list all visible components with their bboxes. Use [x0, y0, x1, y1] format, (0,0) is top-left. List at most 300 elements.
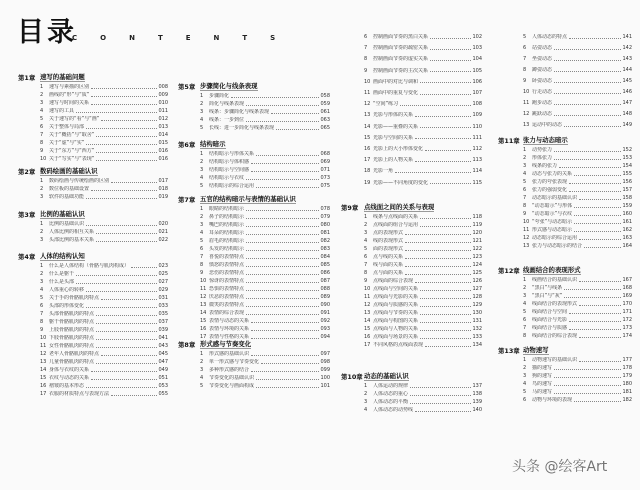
toc-item-page: 155 — [622, 171, 632, 177]
toc-item — [40, 382, 168, 389]
dot-leader — [246, 258, 319, 259]
toc-item-page: 068 — [320, 151, 330, 157]
dot-leader — [554, 385, 621, 386]
toc-item-title: 什么是躯干 — [49, 271, 75, 277]
chapter-title: 比例的基础认识 — [40, 210, 85, 218]
toc-item-title: 速写与素描的区别 — [49, 84, 90, 90]
toc-item-title: 头部骨骼肌肉的特点 — [49, 311, 95, 317]
toc-item-page: 061 — [320, 109, 330, 115]
toc-item-page: 153 — [622, 155, 632, 161]
toc-item-page: 168 — [622, 285, 632, 291]
toc-item-title: 多种形式感的结合 — [209, 367, 250, 373]
chapter-heading — [18, 210, 168, 219]
dot-leader — [91, 96, 157, 97]
chapter-heading — [341, 372, 482, 381]
toc-item-number: 9 — [523, 211, 527, 217]
dot-leader — [96, 241, 157, 242]
toc-item-page: 043 — [158, 343, 168, 349]
toc-item-number: 14 — [364, 123, 371, 130]
dot-leader — [554, 115, 621, 116]
toc-item — [200, 92, 330, 99]
toc-item-title: 表情与动态的关系 — [209, 318, 250, 324]
dot-leader — [564, 297, 621, 298]
dot-leader — [395, 172, 471, 173]
toc-item-title: “动态暗示”与形体 — [532, 203, 573, 209]
toc-item-title: 猫的速写 — [532, 365, 553, 371]
toc-item — [40, 228, 168, 235]
chapter-title: 线画结合的表现形式 — [523, 266, 581, 274]
dot-leader — [231, 97, 319, 98]
toc-item-page: 027 — [158, 279, 168, 285]
toc-item-page: 103 — [472, 45, 482, 52]
dot-leader — [405, 234, 471, 235]
toc-item-number: 6 — [523, 397, 527, 403]
chapter-label: 第6章 — [178, 141, 196, 149]
toc-item-page: 101 — [320, 383, 330, 389]
toc-item-page: 084 — [320, 254, 330, 260]
chapter-label: 第2章 — [18, 168, 36, 176]
toc-item-title: 点线面与空间的关系 — [373, 286, 419, 292]
toc-item-page: 058 — [320, 93, 330, 99]
toc-item-title: 老年人骨骼肌肉的特点 — [49, 351, 100, 357]
toc-item-title: 光影上的大小形体变化 — [373, 146, 424, 152]
toc-item — [200, 124, 330, 131]
toc-item — [364, 145, 482, 152]
dot-leader — [251, 322, 319, 323]
toc-item — [364, 333, 482, 340]
dot-leader — [415, 411, 471, 412]
toc-item-page: 090 — [320, 302, 330, 308]
toc-item-number: 12 — [364, 302, 371, 308]
toc-item — [40, 236, 168, 243]
toc-item — [364, 398, 482, 405]
toc-item-number: 11 — [40, 343, 47, 349]
dot-leader — [246, 314, 319, 315]
toc-item — [40, 107, 168, 114]
toc-item-number: 17 — [364, 342, 371, 348]
toc-item-number: 4 — [523, 301, 527, 307]
toc-item — [40, 294, 168, 301]
toc-item-number: 8 — [364, 56, 368, 63]
toc-item-title: 蹲姿动态 — [532, 67, 553, 73]
toc-item-number: 3 — [40, 237, 44, 243]
toc-item-number: 3 — [523, 163, 527, 169]
toc-item-title: 卧姿动态 — [532, 78, 553, 84]
toc-item — [364, 382, 482, 389]
dot-leader — [86, 198, 157, 199]
toc-item — [523, 388, 632, 395]
chapter-title: 数码绘画的基础认识 — [40, 167, 98, 175]
toc-item — [523, 356, 632, 363]
dot-leader — [76, 283, 157, 284]
toc-item-title: 什么是人体结构（骨骼与肌肉构成） — [49, 263, 130, 269]
dot-leader — [430, 38, 471, 39]
toc-item-title: 速写与时间的关系 — [49, 100, 90, 106]
toc-item-page: 131 — [472, 318, 482, 324]
dot-leader — [415, 138, 471, 139]
dot-leader — [420, 330, 471, 331]
toc-item — [40, 302, 168, 309]
toc-item-title: 节奏变化与画面构成 — [209, 383, 255, 389]
toc-item-title: 衣服的材质特点与表现方法 — [49, 391, 110, 397]
toc-item-number: 10 — [40, 156, 47, 162]
toc-item-title: 点线面与节奏的关系 — [373, 310, 419, 316]
dot-leader — [246, 298, 319, 299]
toc-item — [200, 317, 330, 324]
toc-item-number: 2 — [200, 101, 204, 107]
toc-item — [200, 150, 330, 157]
toc-item-page: 134 — [472, 342, 482, 348]
dot-leader — [246, 282, 319, 283]
toc-item — [364, 67, 482, 74]
toc-item — [364, 285, 482, 292]
chapter-heading — [498, 136, 632, 145]
toc-item-page: 035 — [158, 311, 168, 317]
toc-item — [523, 44, 632, 51]
toc-item-page: 115 — [472, 179, 482, 186]
toc-item-number: 15 — [364, 326, 371, 332]
toc-item-page: 112 — [472, 146, 482, 152]
toc-item-page: 099 — [320, 367, 330, 373]
toc-item-title: 表情与性格的关系 — [209, 334, 250, 340]
dot-leader — [96, 323, 157, 324]
toc-item — [40, 286, 168, 293]
toc-item-page: 097 — [320, 351, 330, 357]
toc-item — [200, 285, 330, 292]
toc-item-title: 光影与空间的关系 — [373, 134, 414, 141]
toc-item-title: 动态暗示的综合运用 — [532, 235, 578, 241]
chapter-heading — [178, 82, 330, 91]
toc-item-number: 8 — [523, 67, 527, 73]
dot-leader — [554, 49, 621, 50]
toc-item-title: 人体动态的特点 — [532, 34, 568, 40]
toc-item-number: 5 — [523, 309, 527, 315]
toc-item-number: 8 — [364, 270, 368, 276]
toc-item-page: 160 — [622, 211, 632, 217]
toc-item — [40, 334, 168, 341]
toc-item — [364, 309, 482, 316]
toc-item-number: 5 — [200, 383, 204, 389]
dot-leader — [246, 226, 319, 227]
toc-item-title: 女性骨骼肌肉的特点 — [49, 343, 95, 349]
toc-item-title: 行走动态 — [532, 89, 553, 95]
toc-item — [40, 99, 168, 106]
toc-item-number: 13 — [40, 359, 47, 365]
toc-item-title: 站姿动态 — [532, 45, 553, 51]
toc-item — [200, 182, 330, 189]
toc-item-page: 129 — [472, 302, 482, 308]
toc-item-page: 039 — [158, 327, 168, 333]
toc-item-number: 2 — [200, 214, 204, 220]
toc-item — [364, 341, 482, 348]
toc-item — [200, 213, 330, 220]
toc-item — [364, 301, 482, 308]
toc-item-title: 喜悦的表情特点 — [209, 254, 245, 260]
dot-leader — [579, 361, 621, 362]
toc-item-page: 108 — [472, 101, 482, 108]
toc-item-number: 6 — [364, 34, 368, 40]
toc-item-page: 109 — [472, 112, 482, 119]
toc-item-title: 动态与张力的关系 — [532, 171, 573, 177]
toc-item-title: 人体动态的重心 — [373, 391, 409, 397]
toc-item-number: 17 — [40, 391, 47, 397]
toc-item-page: 010 — [158, 100, 168, 106]
dot-leader — [101, 120, 157, 121]
dot-leader — [559, 167, 621, 168]
toc-item-number: 3 — [40, 100, 44, 106]
toc-item-number: 17 — [200, 334, 207, 340]
dot-leader — [425, 346, 471, 347]
toc-item-number: 10 — [523, 89, 530, 95]
dot-leader — [430, 183, 471, 184]
dot-leader — [251, 338, 319, 339]
chapter-title: 张力与动态暗示 — [523, 136, 568, 144]
toc-item — [40, 91, 168, 98]
toc-item-title: 光影——重叠的关系 — [373, 123, 419, 130]
toc-item-number: 4 — [364, 238, 368, 244]
toc-item-number: 2 — [40, 271, 44, 277]
chapter-title: 人体的结构认知 — [40, 252, 85, 260]
toc-item-page: 023 — [158, 263, 168, 269]
chapter-heading — [18, 252, 168, 261]
toc-item-page: 118 — [472, 214, 482, 220]
toc-item-title: 点线面与光影的关系 — [373, 294, 419, 300]
toc-item-title: 线条：步骤简化与线条表现 — [209, 109, 270, 115]
toc-item-number: 9 — [364, 278, 368, 284]
toc-item-title: 结构暗示与空间感 — [209, 167, 250, 173]
toc-item — [364, 390, 482, 397]
toc-item-number: 7 — [364, 262, 368, 268]
toc-item-page: 180 — [622, 381, 632, 387]
toc-item-number: 3 — [200, 222, 204, 228]
toc-item-number: 6 — [364, 254, 368, 260]
toc-item-number: 14 — [364, 318, 371, 324]
toc-item — [523, 210, 632, 217]
toc-item-number: 2 — [40, 186, 44, 192]
toc-item-title: 关于“虚”与“实” — [49, 140, 85, 146]
toc-item-title: 结构暗示与衣纹 — [209, 175, 245, 181]
toc-item-number: 2 — [40, 229, 44, 235]
toc-item-number: 9 — [200, 270, 204, 276]
toc-item-title: 关于“东方”与“西方” — [49, 148, 95, 154]
dot-leader — [569, 191, 621, 192]
toc-item-page: 014 — [158, 132, 168, 138]
dot-leader — [251, 163, 319, 164]
toc-item-page: 089 — [320, 294, 330, 300]
dot-leader — [579, 199, 621, 200]
toc-item-number: 7 — [40, 311, 44, 317]
toc-item-page: 008 — [158, 84, 168, 90]
toc-item — [523, 380, 632, 387]
dot-leader — [554, 369, 621, 370]
toc-item-number: 2 — [200, 159, 204, 165]
toc-item-page: 126 — [472, 278, 482, 284]
toc-item-page: 179 — [622, 373, 632, 379]
toc-item-title: 线面结合的综合表现 — [532, 333, 578, 339]
toc-item-title: 线画结合的基础认识 — [532, 277, 578, 283]
toc-item-page: 127 — [472, 286, 482, 292]
chapter-title: 形式感与节奏变化 — [200, 340, 252, 348]
toc-item-title: 数位板的基础设置 — [49, 186, 90, 192]
toc-item-number: 3 — [40, 279, 44, 285]
toc-item-page: 114 — [472, 168, 482, 175]
toc-item-page: 157 — [622, 187, 632, 193]
toc-item-page: 111 — [472, 134, 482, 141]
chapter-label: 第9章 — [341, 204, 359, 212]
toc-item-title: 结构暗示与体积感 — [209, 159, 250, 165]
toc-item-number: 5 — [523, 179, 527, 185]
toc-item — [40, 139, 168, 146]
toc-item-page: 080 — [320, 222, 330, 228]
chapter-heading — [498, 266, 632, 275]
dot-leader — [76, 112, 157, 113]
toc-item-page: 009 — [158, 92, 168, 98]
toc-item — [40, 193, 168, 200]
toc-item-number: 4 — [523, 381, 527, 387]
toc-item-title: 眼睛的结构暗示 — [209, 206, 245, 212]
toc-item-title: 悲伤的表情特点 — [209, 270, 245, 276]
toc-item — [40, 350, 168, 357]
toc-item-title: 动物速写的基础认识 — [532, 357, 578, 363]
toc-item — [364, 100, 482, 107]
toc-item-number: 13 — [200, 302, 207, 308]
toc-item-title: 关于速写的“看”与“画” — [49, 116, 100, 122]
dot-leader — [96, 233, 157, 234]
toc-item-title: 点与面的关系 — [373, 270, 404, 276]
toc-item-page: 178 — [622, 365, 632, 371]
toc-item-page: 130 — [472, 310, 482, 316]
toc-item — [523, 396, 632, 403]
toc-item — [523, 372, 632, 379]
toc-item-number: 12 — [200, 294, 207, 300]
toc-item — [364, 245, 482, 252]
dot-leader — [554, 71, 621, 72]
dot-leader — [420, 314, 471, 315]
toc-item-title: 线面结合的表现形式 — [532, 301, 578, 307]
toc-item-page: 163 — [622, 235, 632, 241]
toc-item — [200, 174, 330, 181]
toc-item-number: 16 — [364, 146, 371, 152]
dot-leader — [91, 379, 157, 380]
dot-leader — [420, 298, 471, 299]
toc-item — [364, 89, 482, 96]
dot-leader — [574, 401, 621, 402]
toc-item-title: 头部的形体变化 — [49, 303, 85, 309]
toc-item — [364, 229, 482, 236]
toc-item — [200, 100, 330, 107]
toc-item-page: 123 — [472, 254, 482, 260]
toc-item-page: 069 — [320, 159, 330, 165]
toc-item-title: 微笑的表情特点 — [209, 302, 245, 308]
dot-leader — [405, 266, 471, 267]
dot-leader — [86, 144, 157, 145]
toc-item-page: 145 — [622, 78, 632, 84]
dot-leader — [96, 331, 157, 332]
toc-item-page: 113 — [472, 157, 482, 164]
toc-item-page: 138 — [472, 391, 482, 397]
toc-item-number: 9 — [40, 327, 44, 333]
toc-item — [200, 229, 330, 236]
toc-item-number: 2 — [523, 285, 527, 291]
toc-item-title: 线面结合与质感 — [532, 325, 568, 331]
dot-leader — [96, 315, 157, 316]
toc-item — [523, 218, 632, 225]
toc-column — [341, 0, 482, 490]
dot-leader — [276, 129, 319, 130]
toc-item-page: 098 — [320, 359, 330, 365]
toc-item-number: 6 — [40, 124, 44, 130]
toc-item-title: 画线的“形”与“质” — [49, 92, 90, 98]
toc-item-page: 173 — [622, 325, 632, 331]
toc-item-title: 头发的结构暗示 — [209, 246, 245, 252]
toc-item — [523, 121, 632, 128]
dot-leader — [420, 82, 471, 83]
toc-item-title: 运动中的动态 — [532, 122, 563, 128]
toc-item — [200, 205, 330, 212]
toc-item — [40, 374, 168, 381]
toc-item-number: 1 — [523, 277, 527, 283]
toc-item-page: 120 — [472, 230, 482, 236]
dot-leader — [251, 355, 319, 356]
dot-leader — [569, 329, 621, 330]
toc-item-title: 点线面的组合与运用 — [373, 222, 419, 228]
dot-leader — [579, 305, 621, 306]
dot-leader — [256, 187, 319, 188]
toc-item-title: 恐惧的表情特点 — [209, 286, 245, 292]
toc-item — [40, 262, 168, 269]
toc-item-page: 152 — [622, 147, 632, 153]
chapter-heading — [18, 73, 168, 82]
toc-item-title: 身体与衣纹的关系 — [49, 367, 90, 373]
dot-leader — [574, 207, 621, 208]
toc-item — [40, 123, 168, 130]
toc-item-number: 2 — [523, 155, 527, 161]
toc-item-number: 1 — [40, 178, 44, 184]
dot-leader — [86, 387, 157, 388]
toc-item — [523, 364, 632, 371]
toc-item — [200, 301, 330, 308]
toc-item-title: “夸张”与动态暗示 — [532, 219, 573, 225]
toc-item-number: 3 — [523, 293, 527, 299]
toc-item-page: 132 — [472, 326, 482, 332]
toc-item-number: 1 — [523, 357, 527, 363]
dot-leader — [574, 215, 621, 216]
toc-item-page: 053 — [158, 383, 168, 389]
page-subtitle: CONTENTS — [72, 34, 299, 42]
dot-leader — [91, 371, 157, 372]
toc-item-page: 029 — [158, 287, 168, 293]
toc-item — [523, 324, 632, 331]
toc-item-title: 结构暗示的综合运用 — [209, 183, 255, 189]
toc-item-page: 174 — [622, 333, 632, 339]
toc-item — [364, 33, 482, 40]
toc-item-page: 082 — [320, 238, 330, 244]
toc-item-number: 8 — [40, 319, 44, 325]
toc-item-title: 线条与点线面的关系 — [373, 214, 419, 220]
toc-item — [200, 277, 330, 284]
toc-item-page: 159 — [622, 203, 632, 209]
toc-item-number: 4 — [200, 175, 204, 181]
toc-item-page: 018 — [158, 186, 168, 192]
toc-item-number: 5 — [200, 183, 204, 189]
toc-item-number: 7 — [40, 132, 44, 138]
dot-leader — [246, 210, 319, 211]
toc-item-title: 头部比例的基本关系 — [49, 237, 95, 243]
toc-item-page: 142 — [622, 45, 632, 51]
toc-item-number: 4 — [40, 287, 44, 293]
toc-item-page: 033 — [158, 303, 168, 309]
dot-leader — [246, 242, 319, 243]
